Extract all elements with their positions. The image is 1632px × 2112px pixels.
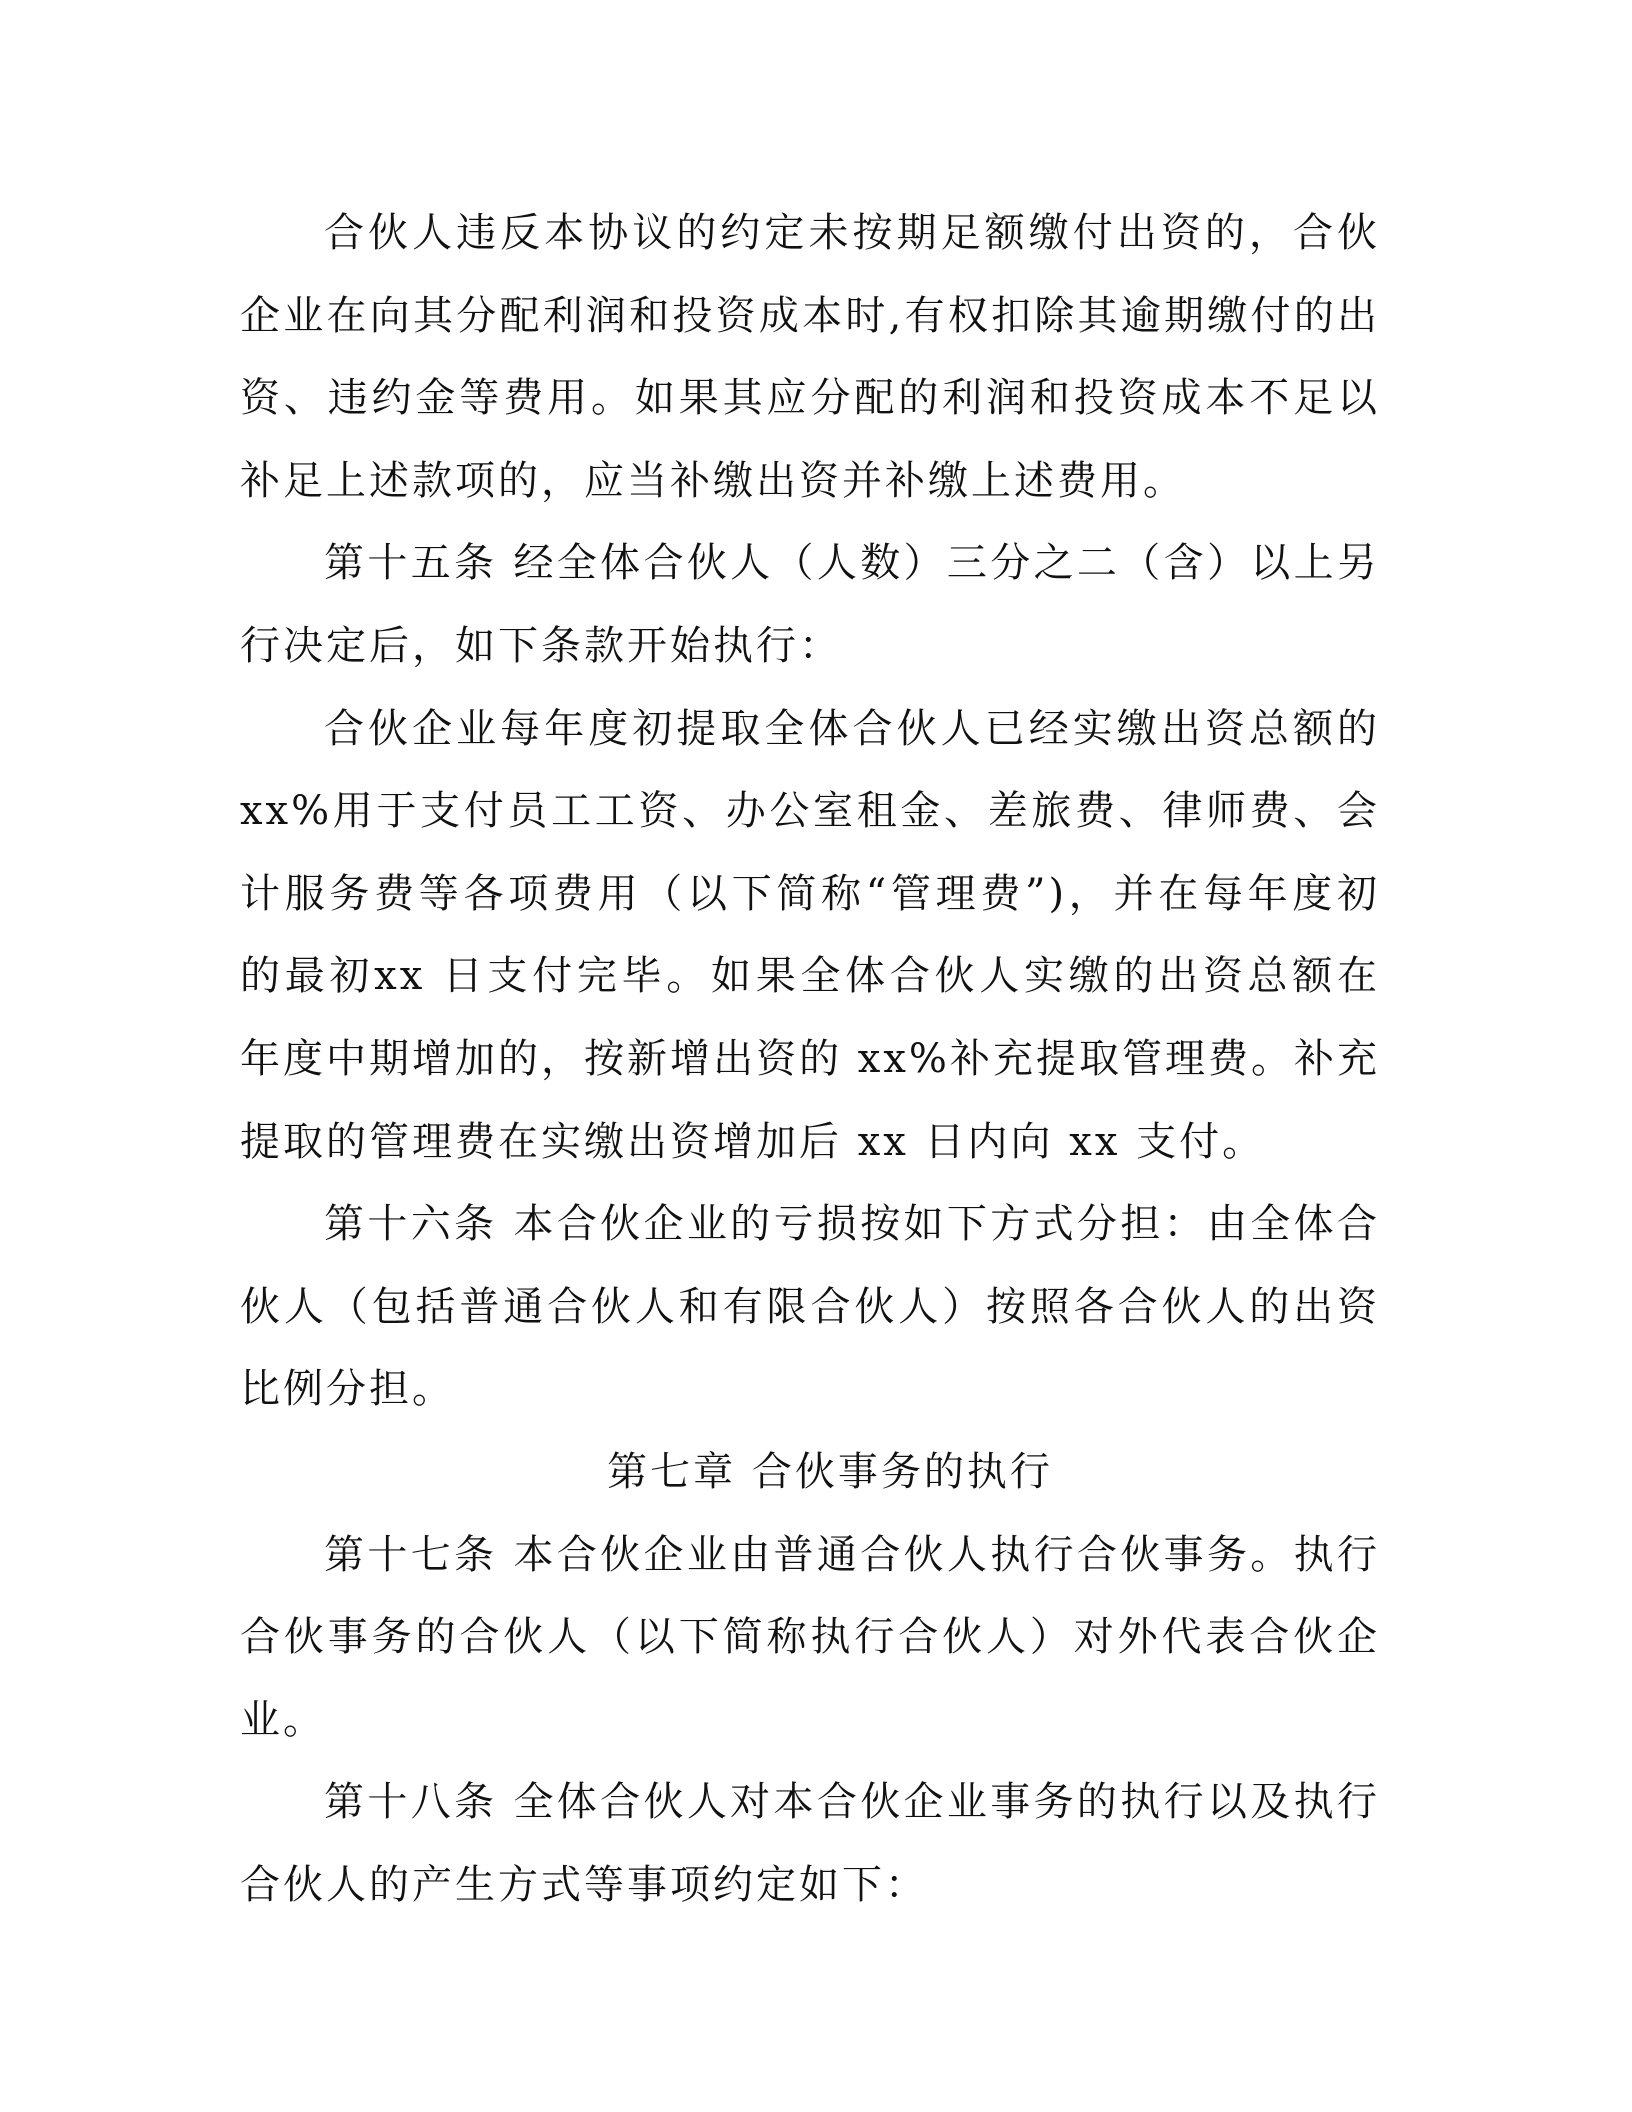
paragraph-article-17: 第十七条 本合伙企业由普通合伙人执行合伙事务。执行合伙事务的合伙人（以下简称执行合伙人）对外代表合伙企业。 <box>240 1531 1380 1743</box>
document-body <box>240 192 1380 1926</box>
paragraph-article-18: 第十八条 全体合伙人对本合伙企业事务的执行以及执行合伙人的产生方式等事项约定如下： <box>240 1779 1380 1908</box>
paragraph-article-15: 第十五条 经全体合伙人（人数）三分之二（含）以上另行决定后，如下条款开始执行： <box>240 540 1380 669</box>
paragraph-article-16: 第十六条 本合伙企业的亏损按如下方式分担：由全体合伙人（包括普通合伙人和有限合伙人）按照各合伙人的出资比例分担。 <box>240 1201 1380 1413</box>
paragraph-management-fee: 合伙企业每年度初提取全体合伙人已经实缴出资总额的xx%用于支付员工工资、办公室租金、差旅费、律师费、会计服务费等各项费用（以下简称“管理费”)，并在每年度初的最初xx 日支付完毕。如果全体合伙人实缴的出资总额在年度中期增加的，按新增出资的 xx%补充提取管理费。补充提取的管理费在实缴出资增加后 xx 日内向 xx 支付。 <box>240 705 1380 1165</box>
paragraph-overdue-contribution: 合伙人违反本协议的约定未按期足额缴付出资的，合伙企业在向其分配利润和投资成本时,有权扣除其逾期缴付的出资、违约金等费用。如果其应分配的利润和投资成本不足以补足上述款项的，应当补缴出资并补缴上述费用。 <box>240 210 1380 504</box>
chapter-heading: 第七章 合伙事务的执行 <box>607 1448 1053 1495</box>
